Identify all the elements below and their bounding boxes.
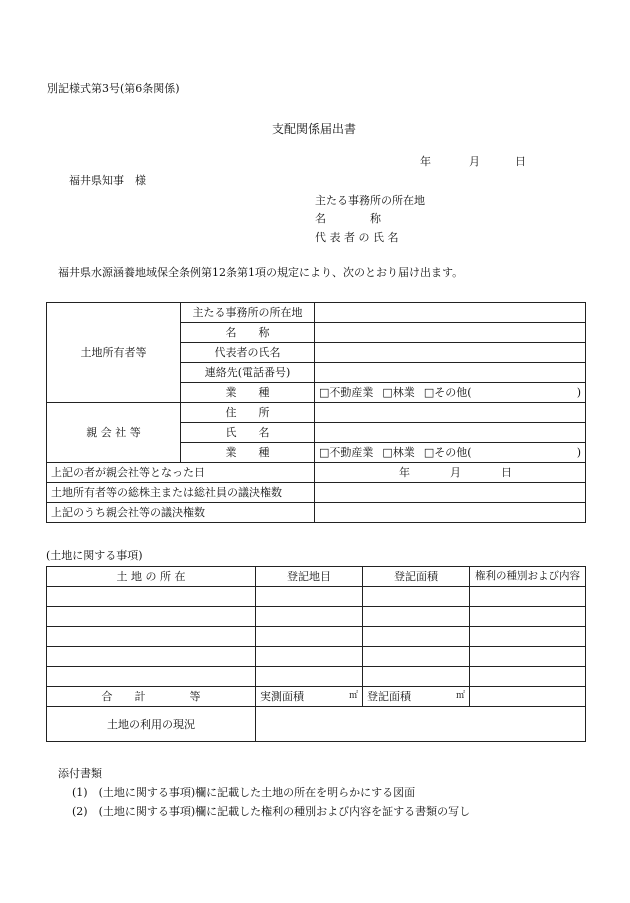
owner-opt-forestry[interactable]: □林業: [382, 386, 415, 399]
location-cell[interactable]: [47, 647, 256, 667]
parent-address-field[interactable]: [315, 403, 586, 423]
measured-area-label: 実測面積: [260, 690, 304, 703]
land-table: [46, 566, 586, 742]
area-cell[interactable]: [363, 587, 470, 607]
contact-field[interactable]: [315, 363, 586, 383]
became-day-label: 日: [501, 466, 512, 479]
area-cell[interactable]: [363, 667, 470, 687]
rights-cell[interactable]: [470, 627, 586, 647]
became-month-label: 月: [450, 466, 461, 479]
owner-group-label: 土地所有者等: [47, 303, 181, 403]
location-cell[interactable]: [47, 667, 256, 687]
owner-business-type-options[interactable]: [315, 383, 586, 403]
table-row: [47, 647, 586, 667]
category-cell[interactable]: [256, 647, 363, 667]
became-year-label: 年: [399, 466, 410, 479]
applicant-rep-label: 代 表 者 の 氏 名: [315, 231, 399, 244]
addressee: 福井県知事 様: [69, 174, 146, 187]
total-votes-field[interactable]: [315, 483, 586, 503]
parent-votes-label: 上記のうち親会社等の議決権数: [47, 503, 315, 523]
attachment-item-2: (2) (土地に関する事項)欄に記載した権利の種別および内容を証する書類の写し: [72, 805, 471, 818]
parent-business-type-label: 業 種: [181, 443, 315, 463]
date-month-label: 月: [469, 155, 480, 168]
col-registry-area-header: 登記面積: [363, 567, 470, 587]
table-row: [47, 667, 586, 687]
location-cell[interactable]: [47, 587, 256, 607]
owner-info-table: [46, 302, 586, 523]
location-cell[interactable]: [47, 627, 256, 647]
parent-opt-other[interactable]: □その他(: [423, 446, 472, 459]
col-registry-category-header: 登記地目: [256, 567, 363, 587]
parent-opt-close: ): [576, 446, 581, 459]
attachments-title: 添付書類: [58, 767, 102, 780]
form-number: 別記様式第3号(第6条関係): [47, 82, 180, 95]
owner-business-type-label: 業 種: [181, 383, 315, 403]
parent-opt-realestate[interactable]: □不動産業: [319, 446, 374, 459]
rights-cell[interactable]: [470, 607, 586, 627]
measured-area-unit: ㎡: [348, 691, 358, 701]
total-label: 合 計 等: [47, 687, 256, 707]
became-parent-date-field[interactable]: [315, 463, 586, 483]
registered-area-cell[interactable]: [363, 687, 470, 707]
rights-cell[interactable]: [470, 667, 586, 687]
office-address-field[interactable]: [315, 303, 586, 323]
attachment-item-1: (1) (土地に関する事項)欄に記載した土地の所在を明らかにする図面: [72, 786, 416, 799]
registered-area-label: 登記面積: [367, 690, 411, 703]
area-cell[interactable]: [363, 647, 470, 667]
owner-name-field[interactable]: [315, 323, 586, 343]
table-row: [47, 627, 586, 647]
intro-text: 福井県水源涵養地域保全条例第12条第1項の規定により、次のとおり届け出ます。: [58, 266, 464, 279]
area-cell[interactable]: [363, 627, 470, 647]
table-row: [47, 607, 586, 627]
parent-address-label: 住 所: [181, 403, 315, 423]
contact-label: 連絡先(電話番号): [181, 363, 315, 383]
owner-name-label: 名 称: [181, 323, 315, 343]
page-title: 支配関係届出書: [272, 122, 357, 136]
applicant-name-label: 名 称: [315, 212, 381, 225]
owner-opt-realestate[interactable]: □不動産業: [319, 386, 374, 399]
category-cell[interactable]: [256, 587, 363, 607]
usage-field[interactable]: [256, 707, 586, 742]
table-row: [47, 587, 586, 607]
parent-name-field[interactable]: [315, 423, 586, 443]
owner-opt-close: ): [576, 386, 581, 399]
applicant-office-label: 主たる事務所の所在地: [315, 194, 425, 207]
parent-votes-field[interactable]: [315, 503, 586, 523]
owner-opt-other[interactable]: □その他(: [423, 386, 472, 399]
parent-name-label: 氏 名: [181, 423, 315, 443]
parent-opt-forestry[interactable]: □林業: [382, 446, 415, 459]
area-cell[interactable]: [363, 607, 470, 627]
rights-cell[interactable]: [470, 647, 586, 667]
date-year-label: 年: [420, 155, 431, 168]
total-votes-label: 土地所有者等の総株主または総社員の議決権数: [47, 483, 315, 503]
total-rights-cell[interactable]: [470, 687, 586, 707]
became-parent-date-label: 上記の者が親会社等となった日: [47, 463, 315, 483]
category-cell[interactable]: [256, 607, 363, 627]
date-day-label: 日: [515, 155, 526, 168]
rep-name-field[interactable]: [315, 343, 586, 363]
col-location-header: 土 地 の 所 在: [47, 567, 256, 587]
office-address-label: 主たる事務所の所在地: [181, 303, 315, 323]
category-cell[interactable]: [256, 667, 363, 687]
parent-group-label: 親 会 社 等: [47, 403, 181, 463]
measured-area-cell[interactable]: [256, 687, 363, 707]
rights-cell[interactable]: [470, 587, 586, 607]
usage-label: 土地の利用の現況: [47, 707, 256, 742]
rep-name-label: 代表者の氏名: [181, 343, 315, 363]
col-rights-header: 権利の種別および内容: [470, 567, 586, 587]
land-section-title: (土地に関する事項): [46, 549, 143, 562]
location-cell[interactable]: [47, 607, 256, 627]
parent-business-type-options[interactable]: [315, 443, 586, 463]
category-cell[interactable]: [256, 627, 363, 647]
registered-area-unit: ㎡: [455, 691, 465, 701]
